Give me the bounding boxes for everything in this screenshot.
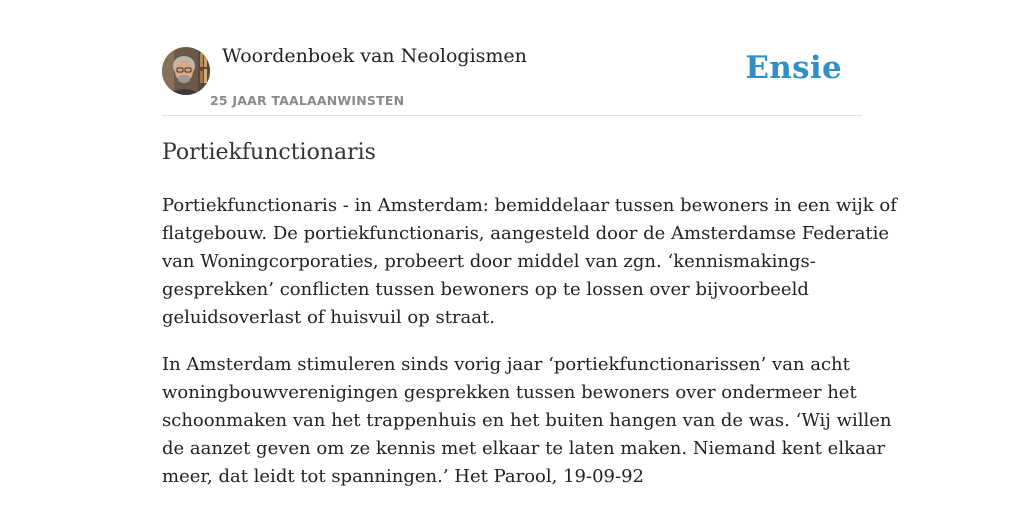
paragraph-line: In Amsterdam stimuleren sinds vorig jaar ‘portiekfunctionarissen’ van acht: [162, 354, 850, 375]
entry-paragraph: [162, 351, 892, 491]
avatar[interactable]: [162, 47, 210, 95]
entry-paragraph: [162, 192, 897, 332]
entry-card: [162, 0, 897, 512]
paragraph-line: woningbouwverenigingen gesprekken tussen bewoners over ondermeer het: [162, 382, 857, 403]
header: [162, 0, 862, 116]
avatar-portrait-icon: [162, 47, 210, 95]
paragraph-line: meer, dat leidt tot spanningen.’ Het Parool, 19-09-92: [162, 466, 644, 487]
paragraph-line: flatgebouw. De portiekfunctionaris, aangesteld door de Amsterdamse Federatie: [162, 223, 890, 244]
paragraph-line: schoonmaken van het trappenhuis en het buiten hangen van de was. ‘Wij willen: [162, 410, 892, 431]
paragraph-line: Portiekfunctionaris - in Amsterdam: bemiddelaar tussen bewoners in een wijk of: [162, 195, 897, 216]
entry-title: Portiekfunctionaris: [162, 140, 376, 165]
paragraph-line: geluidsoverlast of huisvuil op straat.: [162, 307, 495, 328]
author-name[interactable]: Woordenboek van Neologismen: [222, 45, 527, 67]
paragraph-line: de aanzet geven om ze kennis met elkaar te laten maken. Niemand kent elkaar: [162, 438, 886, 459]
brand-logo[interactable]: Ensie: [745, 50, 842, 86]
author-subtitle: 25 JAAR TAALAANWINSTEN: [210, 93, 405, 108]
paragraph-line: gesprekken’ conflicten tussen bewoners op te lossen over bijvoorbeeld: [162, 279, 809, 300]
paragraph-line: van Woningcorporaties, probeert door middel van zgn. ‘kennismakings-: [162, 251, 816, 272]
